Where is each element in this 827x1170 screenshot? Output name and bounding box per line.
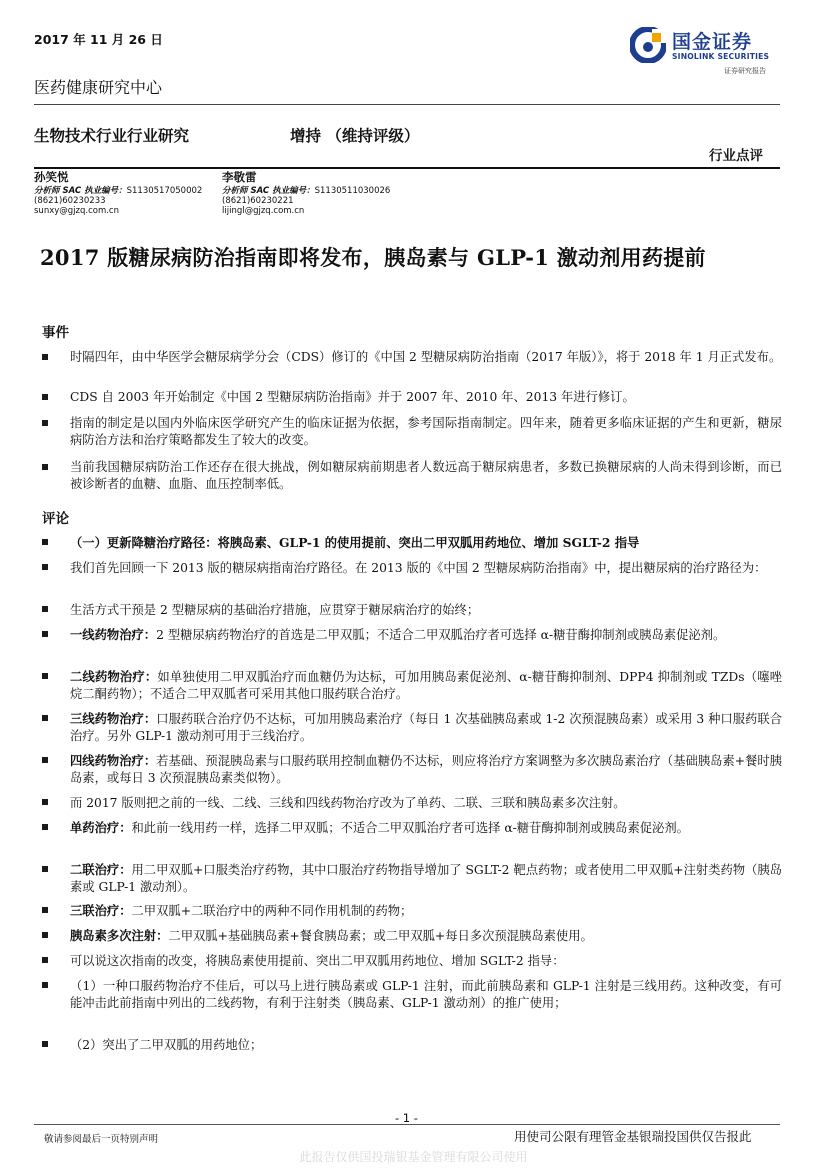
bullet-icon bbox=[42, 354, 48, 360]
list-item: （1）一种口服药物治疗不佳后，可以马上进行胰岛素或 GLP-1 注射，而此前胰岛素和 GLP-1 注射是三线用药。这种改变，有可能冲击此前指南中列出的二线药物，有利于注射类（胰岛素、GLP-1 激动剂）的推广使用； bbox=[42, 977, 782, 1012]
list-item: 生活方式干预是 2 型糖尿病的基础治疗措施，应贯穿于糖尿病治疗的始终； bbox=[42, 601, 782, 619]
report-title: 2017 版糖尿病防治指南即将发布，胰岛素与 GLP-1 激动剂用药提前 bbox=[40, 245, 706, 270]
bullet-icon bbox=[42, 1041, 48, 1047]
logo-english-name: SINOLINK SECURITIES bbox=[672, 52, 770, 61]
bullet-icon bbox=[42, 757, 48, 763]
list-item: 可以说这次指南的改变，将胰岛素使用提前、突出二甲双胍用药地位、增加 SGLT-2 指导： bbox=[42, 952, 782, 970]
analyst-name: 李敬雷 bbox=[222, 170, 257, 184]
report-type: 行业点评 bbox=[709, 148, 763, 164]
bullet-icon bbox=[42, 982, 48, 988]
bullet-icon bbox=[42, 420, 48, 426]
research-center: 医药健康研究中心 bbox=[34, 78, 163, 97]
bullet-icon bbox=[42, 464, 48, 470]
list-item: 时隔四年，由中华医学会糖尿病学分会（CDS）修订的《中国 2 型糖尿病防治指南（2017 年版）》，将于 2018 年 1 月正式发布。 bbox=[42, 349, 782, 366]
bullet-icon bbox=[42, 673, 48, 679]
analyst-email[interactable]: sunxy@gjzq.com.cn bbox=[34, 206, 119, 216]
bullet-icon bbox=[42, 564, 48, 570]
analyst-name: 孙笑悦 bbox=[34, 170, 69, 184]
analyst-license-label: 分析师 SAC 执业编号： bbox=[222, 186, 315, 196]
list-item: 三联治疗：二甲双胍+二联治疗中的两种不同作用机制的药物； bbox=[42, 902, 782, 920]
analyst-license: S1130517050002 bbox=[126, 186, 203, 196]
footer-divider bbox=[34, 1124, 780, 1125]
report-date: 2017 年 11 月 26 日 bbox=[34, 32, 163, 47]
bullet-icon bbox=[42, 715, 48, 721]
header-divider bbox=[34, 104, 780, 105]
logo-subtitle: 证券研究报告 bbox=[724, 67, 766, 75]
list-item: 三线药物治疗：口服药联合治疗仍不达标，可加用胰岛素治疗（每日 1 次基础胰岛素或 1-2 次预混胰岛素）或采用 3 种口服药联合治疗。另外 GLP-1 激动剂可用于三线治疗。 bbox=[42, 710, 782, 745]
list-item: 而 2017 版则把之前的一线、二线、三线和四线药物治疗改为了单药、二联、三联和胰岛素多次注射。 bbox=[42, 794, 782, 812]
bullet-icon bbox=[42, 799, 48, 805]
list-item: 单药治疗：和此前一线用药一样，选择二甲双胍；不适合二甲双胍治疗者可选择 α-糖苷酶抑制剂或胰岛素促泌剂。 bbox=[42, 819, 782, 837]
analyst-email[interactable]: lijingl@gjzq.com.cn bbox=[222, 206, 305, 216]
bullet-icon bbox=[42, 631, 48, 637]
bullet-icon bbox=[42, 957, 48, 963]
analyst-license: S1130511030026 bbox=[314, 186, 391, 196]
company-logo bbox=[630, 25, 800, 77]
analyst-card bbox=[222, 172, 390, 216]
list-item: 二线药物治疗：如单独使用二甲双胍治疗而血糖仍为达标，可加用胰岛素促泌剂、α-糖苷酶抑制剂、DPP4 抑制剂或 TZDs（噻唑烷二酮药物）；不适合二甲双胍者可采用其他口服药联合治疗。 bbox=[42, 668, 782, 703]
analyst-divider bbox=[34, 167, 780, 169]
analyst-phone: (8621)60230221 bbox=[222, 196, 294, 206]
list-item: （2）突出了二甲双胍的用药地位； bbox=[42, 1036, 782, 1054]
bullet-icon bbox=[42, 932, 48, 938]
section-heading-event: 事件 bbox=[42, 325, 69, 341]
analyst-license-label: 分析师 SAC 执业编号： bbox=[34, 186, 127, 196]
bullet-icon bbox=[42, 394, 48, 400]
list-item: 二联治疗：用二甲双胍+口服类治疗药物，其中口服治疗药物指导增加了 SGLT-2 靶点药物；或者使用二甲双胍+注射类药物（胰岛素或 GLP-1 激动剂）。 bbox=[42, 861, 782, 896]
footer-disclaimer: 敬请参阅最后一页特别声明 bbox=[44, 1134, 159, 1145]
list-item: 一线药物治疗：2 型糖尿病药物治疗的首选是二甲双胍；不适合二甲双胍治疗者可选择 α-糖苷酶抑制剂或胰岛素促泌剂。 bbox=[42, 626, 782, 644]
sinolink-logo-icon bbox=[630, 27, 666, 63]
list-item: （一）更新降糖治疗路径：将胰岛素、GLP-1 的使用提前、突出二甲双胍用药地位、增加 SGLT-2 指导 bbox=[42, 534, 782, 552]
bullet-icon bbox=[42, 824, 48, 830]
bullet-icon bbox=[42, 907, 48, 913]
list-item: CDS 自 2003 年开始制定《中国 2 型糖尿病防治指南》并于 2007 年、2010 年、2013 年进行修订。 bbox=[42, 389, 782, 406]
analyst-card bbox=[34, 172, 202, 216]
page-number: - 1 - bbox=[395, 1111, 418, 1125]
footer-usage-note: 用使司公限有理管金基银瑞投国供仅告报此 bbox=[514, 1129, 752, 1144]
list-item: 指南的制定是以国内外临床医学研究产生的临床证据为依据，参考国际指南制定。四年来，随着更多临床证据的产生和更新，糖尿病防治方法和治疗策略都发生了较大的改变。 bbox=[42, 415, 782, 449]
rating: 增持 （维持评级） bbox=[290, 126, 420, 145]
analyst-phone: (8621)60230233 bbox=[34, 196, 106, 206]
list-item: 当前我国糖尿病防治工作还存在很大挑战，例如糖尿病前期患者人数远高于糖尿病患者，多数已换糖尿病的人尚未得到诊断，而已被诊断者的血糖、血脂、血压控制率低。 bbox=[42, 459, 782, 493]
logo-chinese-name: 国金证券 bbox=[672, 31, 753, 53]
bullet-icon bbox=[42, 606, 48, 612]
watermark: 此报告仅供国投瑞银基金管理有限公司使用 bbox=[299, 1150, 528, 1164]
section-heading-comment: 评论 bbox=[42, 511, 69, 527]
bullet-icon bbox=[42, 539, 48, 545]
list-item: 我们首先回顾一下 2013 版的糖尿病指南治疗路径。在 2013 版的《中国 2 型糖尿病防治指南》中，提出糖尿病的治疗路径为： bbox=[42, 559, 782, 577]
list-item: 胰岛素多次注射：二甲双胍+基础胰岛素+餐食胰岛素；或二甲双胍+每日多次预混胰岛素使用。 bbox=[42, 927, 782, 945]
industry-name: 生物技术行业行业研究 bbox=[34, 126, 190, 145]
list-item: 四线药物治疗：若基础、预混胰岛素与口服药联用控制血糖仍不达标，则应将治疗方案调整为多次胰岛素治疗（基础胰岛素+餐时胰岛素，或每日 3 次预混胰岛素类似物）。 bbox=[42, 752, 782, 787]
bullet-icon bbox=[42, 866, 48, 872]
